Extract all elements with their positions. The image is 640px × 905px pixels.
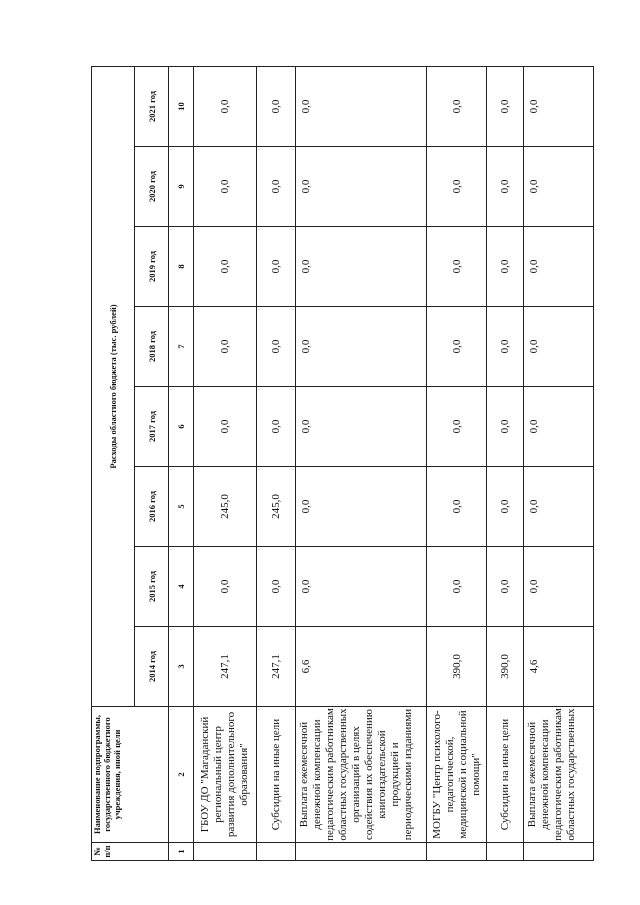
purpose-name: Субсидии на иные цели [257,707,296,843]
value-cell: 0,0 [427,227,487,307]
header-year: 2018 год [135,307,169,387]
value-cell: 0,0 [427,387,487,467]
table-row [194,67,257,861]
column-number: 1 [169,843,194,861]
row-number [257,843,296,861]
institution-name: МОГБУ "Центр психолого-педагогической, медицинской и социальной помощи" [427,707,487,843]
value-cell: 0,0 [524,307,594,387]
value-cell: 0,0 [194,307,257,387]
value-cell: 0,0 [427,67,487,147]
value-cell: 0,0 [524,227,594,307]
table-row [427,67,487,861]
value-cell: 0,0 [524,387,594,467]
value-cell: 0,0 [257,307,296,387]
column-number: 2 [169,707,194,843]
value-cell: 390,0 [427,627,487,707]
value-cell: 0,0 [296,467,427,547]
value-cell: 0,0 [296,307,427,387]
row-number [194,843,257,861]
table-row [524,67,594,861]
value-cell: 0,0 [296,227,427,307]
column-number: 8 [169,227,194,307]
value-cell: 0,0 [487,307,524,387]
header-year: 2020 год [135,147,169,227]
budget-expenses-table [91,66,594,861]
value-cell: 245,0 [194,467,257,547]
value-cell: 0,0 [194,147,257,227]
value-cell: 0,0 [296,147,427,227]
header-year: 2016 год [135,467,169,547]
purpose-name: Выплата ежемесячной денежной компенсации педагогическим работникам областных государственных [524,707,594,843]
column-number: 5 [169,467,194,547]
value-cell: 0,0 [257,387,296,467]
column-number: 7 [169,307,194,387]
column-number: 9 [169,147,194,227]
value-cell: 0,0 [487,67,524,147]
table-row [257,67,296,861]
value-cell: 0,0 [487,467,524,547]
value-cell: 247,1 [257,627,296,707]
header-year: 2021 год [135,67,169,147]
purpose-name: Выплата ежемесячной денежной компенсации педагогическим работникам областных государственных организаций в целях содействия их обеспечению книгоиздательской продукцией и периодическими изданиями [296,707,427,843]
column-number: 4 [169,547,194,627]
value-cell: 0,0 [524,67,594,147]
column-number: 10 [169,67,194,147]
value-cell: 0,0 [194,547,257,627]
header-number: № п/п [92,843,169,861]
value-cell: 0,0 [194,387,257,467]
row-number [487,843,524,861]
header-year: 2019 год [135,227,169,307]
row-number [524,843,594,861]
value-cell: 0,0 [487,547,524,627]
header-year: 2017 год [135,387,169,467]
value-cell: 0,0 [257,227,296,307]
institution-name: ГБОУ ДО "Магаданский региональный центр развития дополнительного образования" [194,707,257,843]
value-cell: 6,6 [296,627,427,707]
value-cell: 0,0 [194,227,257,307]
header-year: 2015 год [135,547,169,627]
value-cell: 247,1 [194,627,257,707]
value-cell: 0,0 [427,147,487,227]
value-cell: 0,0 [257,67,296,147]
value-cell: 0,0 [194,67,257,147]
header-name: Наименование подпрограммы, государственного бюджетного учреждения, иной цели [92,707,169,843]
value-cell: 0,0 [296,387,427,467]
column-number: 6 [169,387,194,467]
table-row [296,67,427,861]
value-cell: 0,0 [524,547,594,627]
value-cell: 0,0 [257,147,296,227]
value-cell: 4,6 [524,627,594,707]
value-cell: 0,0 [427,547,487,627]
table-row [487,67,524,861]
purpose-name: Субсидии на иные цели [487,707,524,843]
value-cell: 0,0 [427,467,487,547]
value-cell: 0,0 [487,227,524,307]
value-cell: 390,0 [487,627,524,707]
value-cell: 0,0 [296,67,427,147]
value-cell: 0,0 [487,147,524,227]
value-cell: 0,0 [296,547,427,627]
value-cell: 0,0 [257,547,296,627]
header-year: 2014 год [135,627,169,707]
row-number [427,843,487,861]
row-number [296,843,427,861]
value-cell: 0,0 [524,467,594,547]
value-cell: 0,0 [524,147,594,227]
value-cell: 245,0 [257,467,296,547]
value-cell: 0,0 [487,387,524,467]
header-group-title: Расходы областного бюджета (тыс. рублей) [92,67,135,707]
value-cell: 0,0 [427,307,487,387]
column-number: 3 [169,627,194,707]
